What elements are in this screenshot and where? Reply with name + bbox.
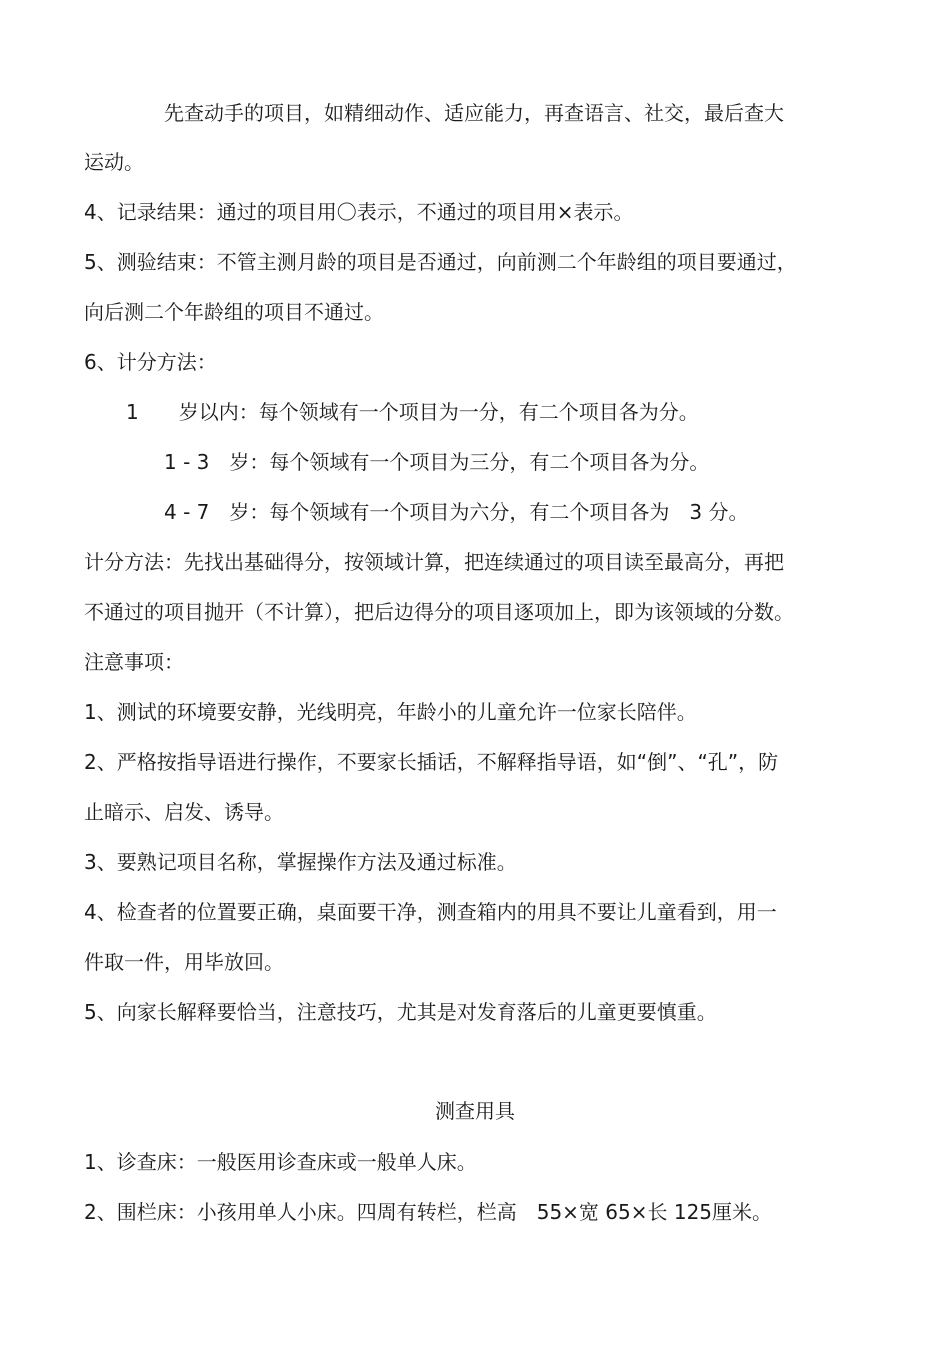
paragraph-line: 止暗示、启发、诱导。 [84,800,284,824]
equipment-item: 1、诊查床：一般医用诊查床或一般单人床。 [84,1150,477,1174]
paragraph-line: 5、向家长解释要恰当，注意技巧，尤其是对发育落后的儿童更要慎重。 [84,1000,717,1024]
equipment-item: 2、围栏床：小孩用单人小床。四周有转栏，栏高 55×宽 65×长 125厘米。 [84,1200,773,1224]
paragraph-line: 2、严格按指导语进行操作，不要家长插话，不解释指导语，如“倒”、“孔”，防 [84,750,779,774]
paragraph-line: 4、检查者的位置要正确，桌面要干净，测查箱内的用具不要让儿童看到，用一 [84,900,777,924]
paragraph-line: 6、计分方法： [84,350,217,374]
paragraph-line: 3、要熟记项目名称，掌握操作方法及通过标准。 [84,850,517,874]
paragraph-line: 件取一件，用毕放回。 [84,950,284,974]
section-title: 测查用具 [435,1099,515,1123]
paragraph-line: 运动。 [84,150,144,174]
paragraph-line: 向后测二个年龄组的项目不通过。 [84,300,384,324]
paragraph-line: 4、记录结果：通过的项目用〇表示，不通过的项目用×表示。 [84,200,634,224]
paragraph-line: 计分方法：先找出基础得分，按领域计算，把连续通过的项目读至最高分，再把 [84,550,784,574]
scoring-rule-line: 4 - 7 岁：每个领域有一个项目为六分，有二个项目各为 3 分。 [164,500,749,524]
scoring-rule-line: 1 - 3 岁：每个领域有一个项目为三分，有二个项目各为分。 [164,450,710,474]
paragraph-line: 先查动手的项目，如精细动作、适应能力，再查语言、社交，最后查大 [164,101,784,125]
paragraph-line: 不通过的项目抛开（不计算），把后边得分的项目逐项加上，即为该领域的分数。 [84,600,794,624]
paragraph-line: 5、测验结束：不管主测月龄的项目是否通过，向前测二个年龄组的项目要通过， [84,250,797,274]
scoring-rule-line: 1 岁以内：每个领域有一个项目为一分，有二个项目各为分。 [126,400,699,424]
paragraph-line: 1、测试的环境要安静，光线明亮，年龄小的儿童允许一位家长陪伴。 [84,700,697,724]
notes-heading: 注意事项： [84,650,184,674]
